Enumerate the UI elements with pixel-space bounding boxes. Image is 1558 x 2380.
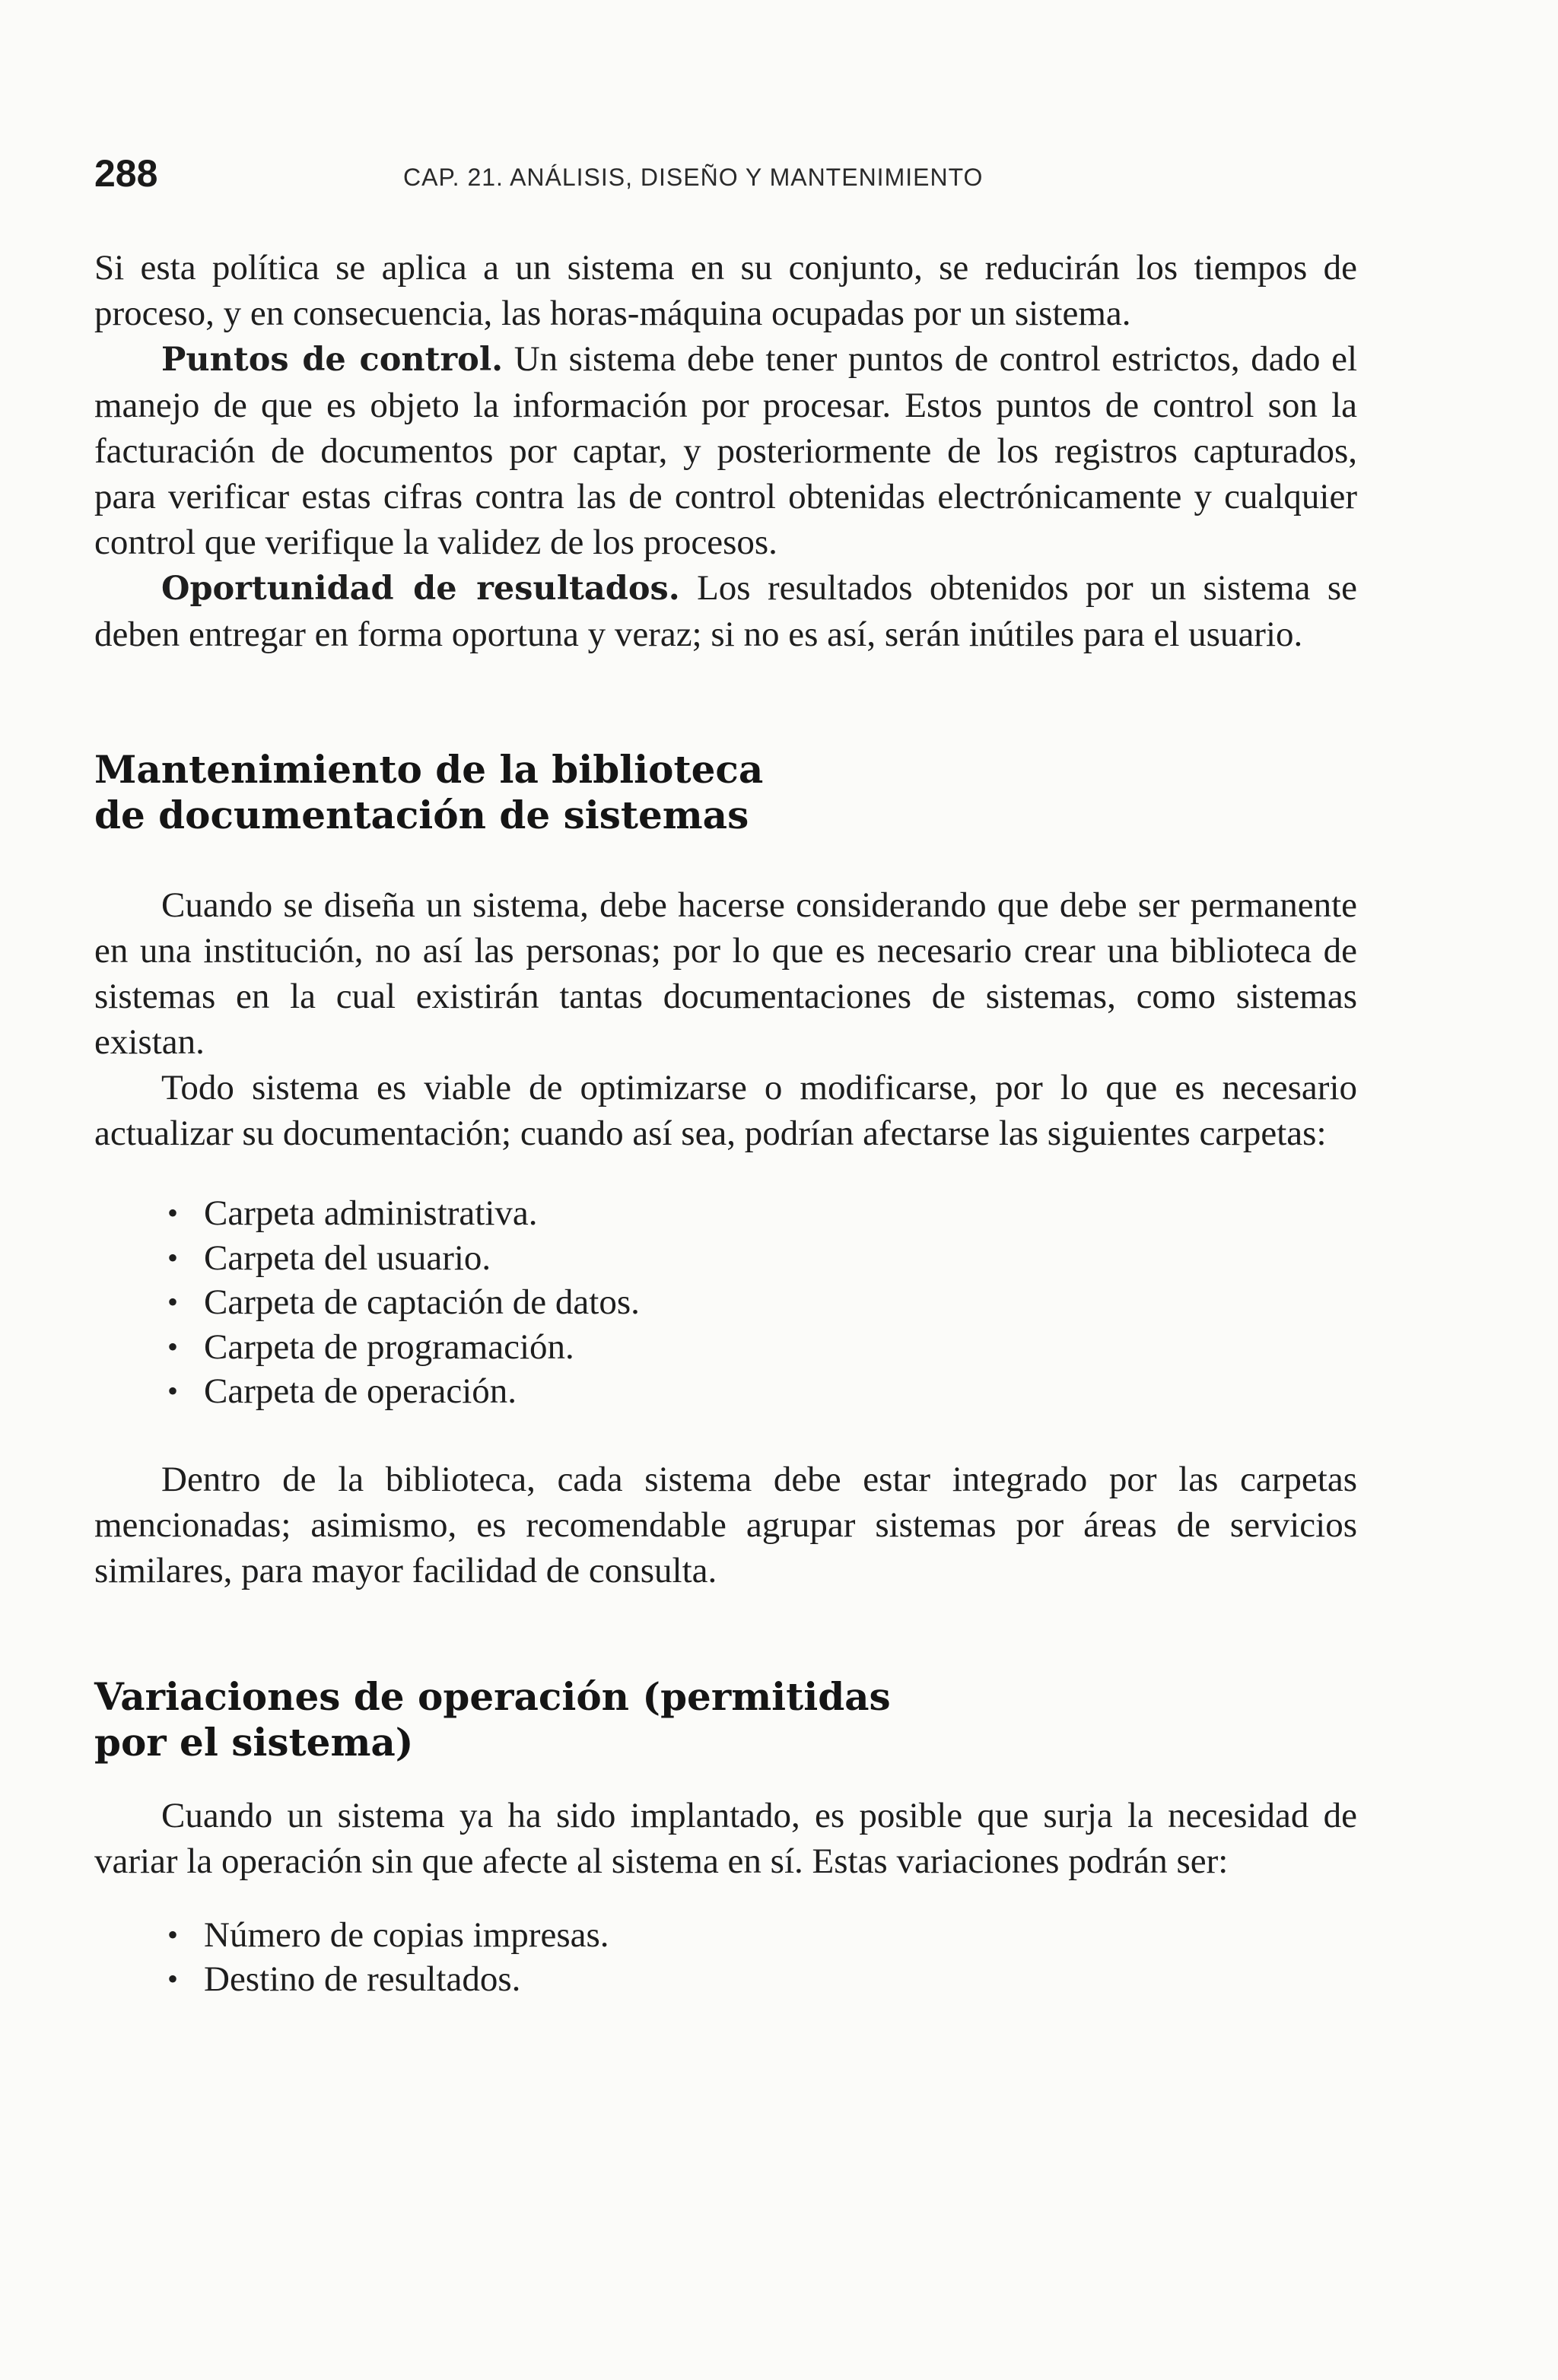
bullet-icon: • [167,1917,179,1952]
paragraph-text: Los resultados obtenidos por un sistema se deben entregar en forma oportuna y veraz; si no es así, serán inútiles para el usuario. [94,568,1357,654]
paragraph-oportunidad [94,565,1357,657]
list-item: • Carpeta de programación. [94,1325,1357,1370]
runin-heading-puntos-de-control: Puntos de control. [161,341,504,379]
paragraph-diseno-sistema: Cuando se diseña un sistema, debe hacerse considerando que debe ser permanente en una institución, no así las personas; por lo que es necesario crear una biblioteca de sistemas en la cual existirán tantas documentaciones de sistemas, como sistemas existan. [94,885,1357,1062]
section-heading-mantenimiento [94,747,1357,838]
carpetas-list [94,1191,1357,1414]
paragraph-politica: Si esta política se aplica a un sistema en su conjunto, se reducirán los tiempos de proceso, y en consecuencia, las horas-máquina ocupadas por un sistema. [94,248,1357,333]
variaciones-list [94,1913,1357,2002]
paragraph-implantado: Cuando un sistema ya ha sido implantado, es posible que surja la necesidad de variar la operación sin que afecte al sistema en sí. Estas variaciones podrán ser: [94,1795,1357,1881]
list-item: • Carpeta administrativa. [94,1191,1357,1236]
paragraph-biblioteca: Dentro de la biblioteca, cada sistema debe estar integrado por las carpetas mencionadas; asimismo, es recomendable agrupar sistemas por áreas de servicios similares, para mayor facilidad de consulta. [94,1459,1357,1590]
list-item: • Carpeta de captación de datos. [94,1280,1357,1325]
bullet-icon: • [167,1196,179,1230]
bullet-icon: • [167,1374,179,1408]
bullet-icon: • [167,1329,179,1364]
list-item: • Número de copias impresas. [94,1913,1357,1958]
heading-line: por el sistema) [94,1719,414,1765]
page-number: 288 [94,152,158,195]
page-header [94,151,1357,204]
paragraph-text: Un sistema debe tener puntos de control estrictos, dado el manejo de que es objeto la información por procesar. Estos puntos de control son la facturación de documentos por captar, y posteriormente de los registros capturados, para verificar estas cifras contra las de control obtenidas electrónicamente y cualquier control que verifique la validez de los procesos. [94,339,1358,562]
heading-line: Variaciones de operación (permitidas [94,1673,891,1719]
list-item: • Destino de resultados. [94,1957,1357,2002]
running-head: CAP. 21. ANÁLISIS, DISEÑO Y MANTENIMIENTO [403,164,984,191]
section-heading-variaciones [94,1674,1357,1765]
runin-heading-oportunidad: Oportunidad de resultados. [161,570,680,608]
page-content [94,245,1357,2002]
list-item: • Carpeta de operación. [94,1369,1357,1414]
bullet-icon: • [167,1240,179,1275]
list-item: • Carpeta del usuario. [94,1236,1357,1281]
bullet-icon: • [167,1285,179,1319]
paragraph-optimizacion: Todo sistema es viable de optimizarse o modificarse, por lo que es necesario actualizar su documentación; cuando así sea, podrían afectarse las siguientes carpetas: [94,1068,1357,1153]
bullet-icon: • [167,1962,179,1996]
heading-line: de documentación de sistemas [94,793,749,837]
paragraph-puntos-de-control [94,336,1357,565]
heading-line: Mantenimiento de la biblioteca [94,747,764,792]
